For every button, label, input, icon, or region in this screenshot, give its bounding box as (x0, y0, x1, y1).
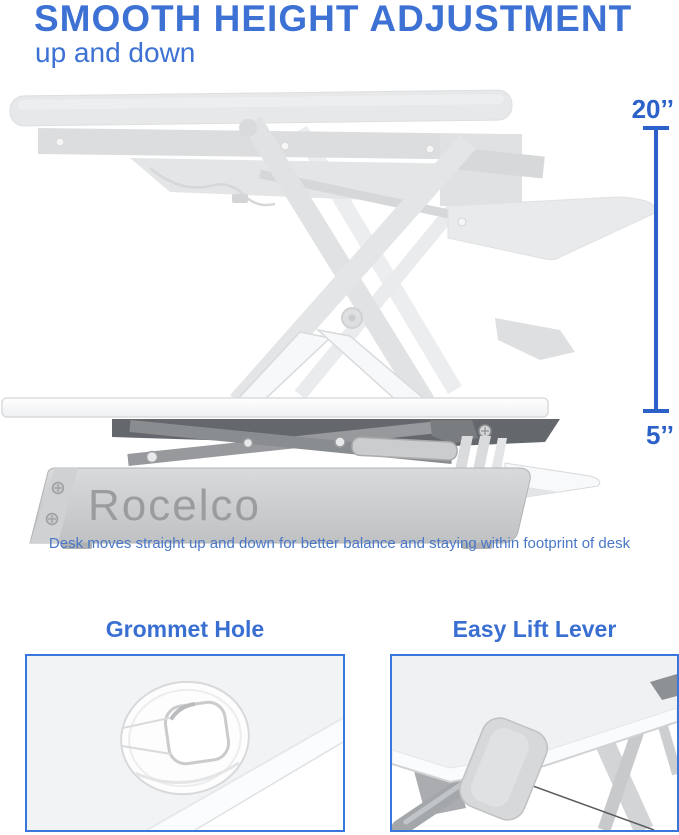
grommet-hole-panel (25, 654, 345, 832)
grommet-opening (163, 700, 230, 766)
min-height-label: 5’’ (646, 420, 674, 450)
height-dimension (632, 94, 674, 450)
callout-grommet-hole (25, 616, 345, 832)
desk-riser-illustration (0, 84, 679, 562)
raised-keyboard-tray (448, 197, 656, 260)
caption-text: Desk moves straight up and down for better balance and staying within footprint of desk (48, 535, 631, 552)
collapsed-desk (2, 398, 600, 549)
max-height-label: 20’’ (631, 94, 674, 124)
brand-logo: Rocelco (88, 481, 261, 530)
collapsed-desk-top (2, 398, 548, 417)
callout-easy-lift-lever (390, 616, 679, 832)
callout-grommet-title: Grommet Hole (105, 616, 265, 642)
raised-desk-ghost (10, 90, 656, 402)
callout-lever-title: Easy Lift Lever (452, 616, 617, 642)
grommet-hole-drawing (27, 656, 343, 830)
easy-lift-lever-panel (390, 654, 679, 832)
page-title: SMOOTH HEIGHT ADJUSTMENT (34, 0, 633, 39)
page-subtitle: up and down (35, 37, 196, 68)
easy-lift-lever-drawing (392, 656, 677, 830)
